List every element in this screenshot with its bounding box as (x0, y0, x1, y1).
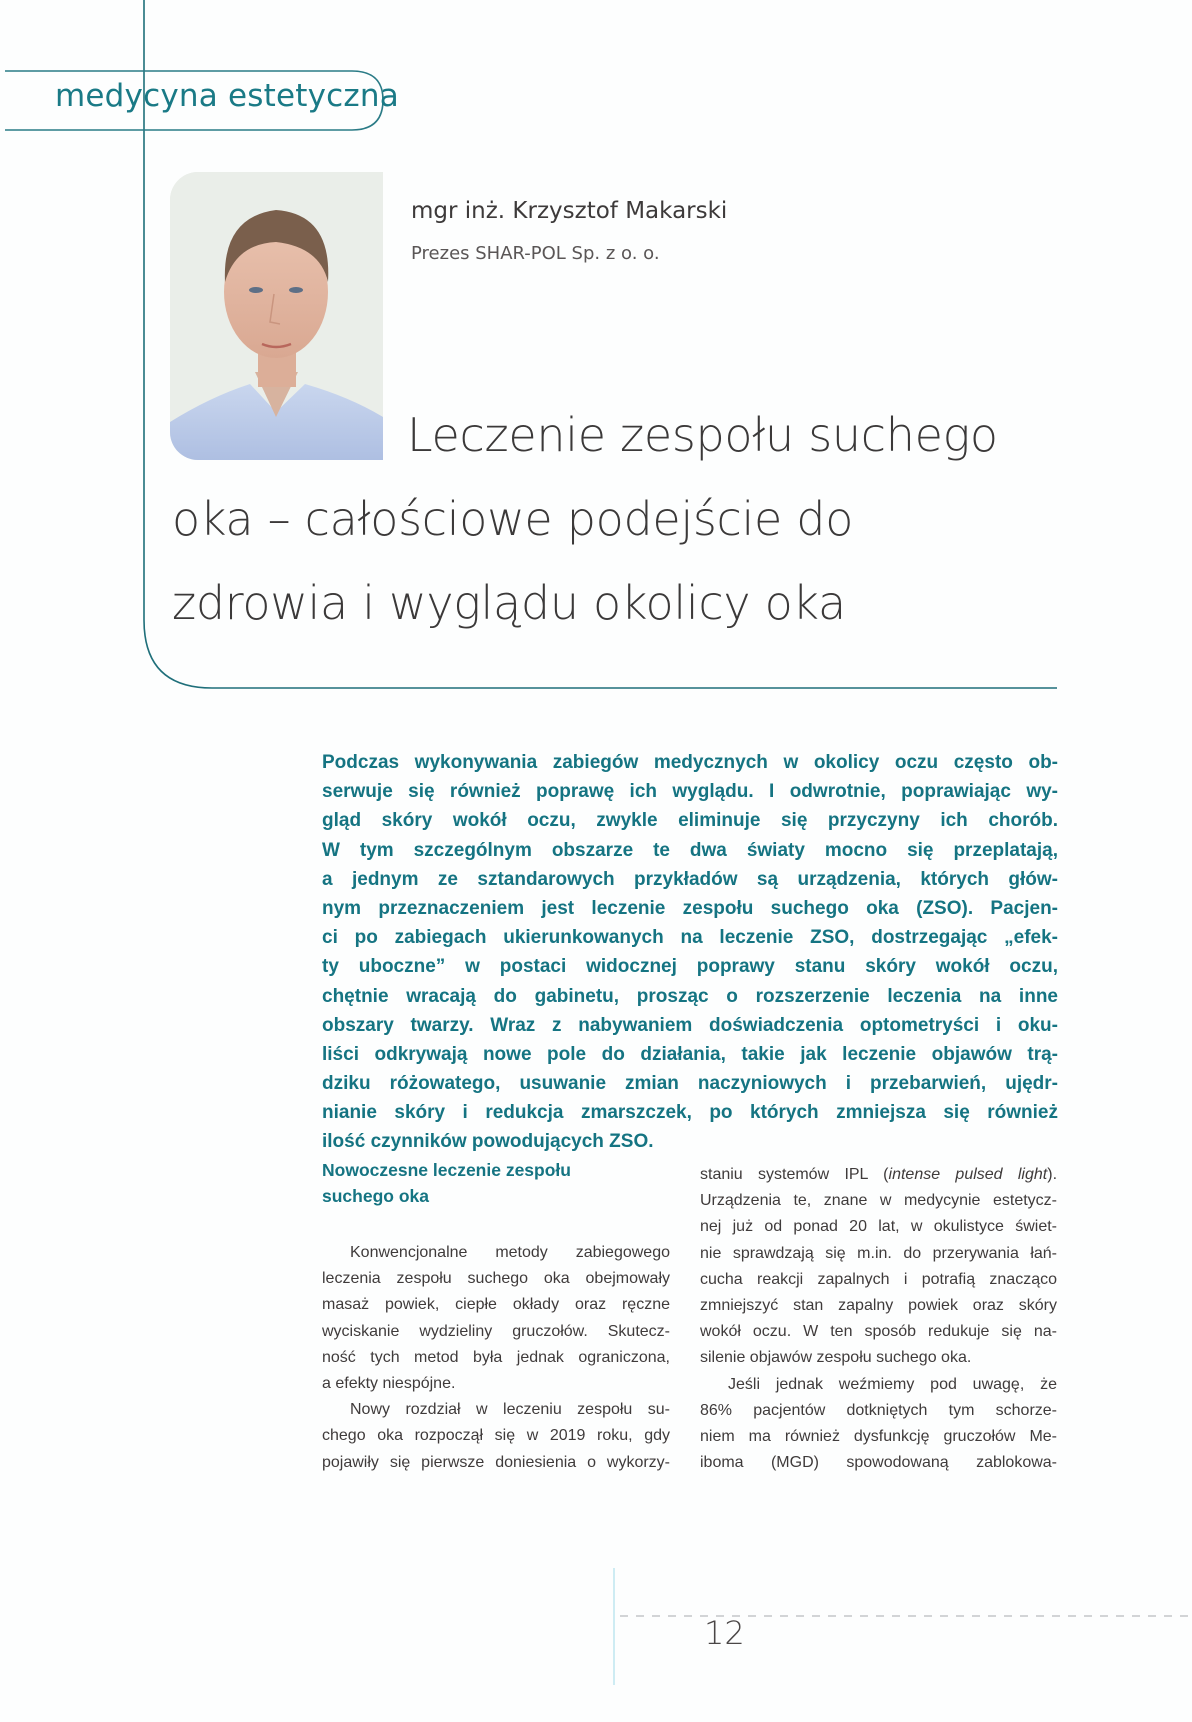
lead-line: gląd skóry wokół oczu, zwykle eliminuje się przyczyny ich chorób. (322, 810, 1058, 832)
article-title-line-1: Leczenie zespołu suchego (407, 408, 998, 462)
body-line: iboma (MGD) spowodowaną zablokowa- (700, 1454, 1057, 1472)
body-column-left (322, 1240, 670, 1476)
lead-line: liści odkrywają nowe pole do działania, takie jak leczenie objawów trą- (322, 1043, 1058, 1065)
body-line: silenie objawów zespołu suchego oka. (700, 1349, 972, 1367)
body-line: niem ma również dysfunkcję gruczołów Me- (700, 1427, 1057, 1445)
author-role: Prezes SHAR-POL Sp. z o. o. (411, 243, 660, 264)
body-line: chego oka rozpoczął się w 2019 roku, gdy (322, 1427, 670, 1445)
body-line: wyciskanie wydzieliny gruczołów. Skutecz- (322, 1322, 670, 1340)
body-line: masaż powiek, ciepłe okłady oraz ręczne (322, 1296, 670, 1314)
subheading-line: suchego oka (322, 1186, 429, 1206)
lead-line: Podczas wykonywania zabiegów medycznych w okolicy oczu często ob- (322, 752, 1058, 773)
lead-line: obszary twarzy. Wraz z nabywaniem doświadczenia optometryści i oku- (322, 1014, 1058, 1036)
body-line: ność tych metod była jednak ograniczona, (322, 1348, 670, 1366)
body-line: Konwencjonalne metody zabiegowego (350, 1244, 670, 1261)
lead-line: dziku różowatego, usuwanie zmian naczyniowych i przebarwień, ujędr- (322, 1073, 1058, 1095)
body-line: zmniejszyć stan zapalny powiek oraz skóry (700, 1296, 1057, 1314)
body-column-right (700, 1162, 1057, 1476)
section-label: medycyna estetyczna (55, 78, 399, 114)
lead-line: W tym szczególnym obszarze te dwa światy mocno się przeplatają, (322, 839, 1058, 861)
lead-line: ilość czynników powodujących ZSO. (322, 1131, 654, 1153)
body-text: staniu systemów IPL ( (700, 1166, 889, 1183)
body-text-italic: intense pulsed light (888, 1166, 1048, 1183)
article-title-line-3: zdrowia i wyglądu okolicy oka (172, 576, 846, 630)
subheading-line: Nowoczesne leczenie zespołu (322, 1160, 571, 1180)
body-line: pojawiły się pierwsze doniesienia o wykorzy- (322, 1453, 670, 1471)
article-title-line-2: oka – całościowe podejście do (172, 492, 854, 546)
body-line (700, 1162, 1057, 1188)
author-photo (170, 172, 383, 460)
body-line: Urządzenia te, znane w medycynie estetycz- (700, 1192, 1057, 1210)
lead-line: nym przeznaczeniem jest leczenie zespołu suchego oka (ZSO). Pacjen- (322, 897, 1058, 919)
author-name: mgr inż. Krzysztof Makarski (411, 198, 728, 224)
body-line: Nowy rozdział w leczeniu zespołu su- (350, 1401, 670, 1419)
body-line: 86% pacjentów dotkniętych tym schorze- (700, 1401, 1057, 1419)
lead-line: nianie skóry i redukcja zmarszczek, po których zmniejsza się również (322, 1102, 1058, 1124)
body-line: Jeśli jednak weźmiemy pod uwagę, że (728, 1375, 1057, 1393)
body-text: ). (1047, 1166, 1057, 1183)
lead-line: a jednym ze sztandarowych przykładów są urządzenia, których głów- (322, 868, 1058, 890)
body-line: nej już od ponad 20 lat, w okulistyce świet- (700, 1218, 1057, 1236)
body-line: nie sprawdzają się m.in. do przerywania łań- (700, 1244, 1057, 1262)
portrait-photo-icon (170, 172, 383, 460)
body-line: wokół oczu. W ten sposób redukuje się na- (700, 1323, 1057, 1341)
section-subheading (322, 1157, 571, 1209)
body-line: leczenia zespołu suchego oka obejmowały (322, 1270, 670, 1288)
lead-line: serwuje się również poprawę ich wyglądu. I odwrotnie, poprawiając wy- (322, 781, 1058, 803)
lead-line: ci po zabiegach ukierunkowanych na leczenie ZSO, dostrzegając „efek- (322, 927, 1058, 949)
lead-line: chętnie wracają do gabinetu, prosząc o rozszerzenie leczenia na inne (322, 985, 1058, 1007)
lead-paragraph (322, 748, 1058, 1157)
body-line: a efekty niespójne. (322, 1374, 456, 1392)
page-number: 12 (704, 1614, 745, 1652)
lead-line: ty uboczne” w postaci widocznej poprawy stanu skóry wokół oczu, (322, 956, 1058, 978)
body-line: cucha reakcji zapalnych i potrafią znacząco (700, 1270, 1057, 1288)
